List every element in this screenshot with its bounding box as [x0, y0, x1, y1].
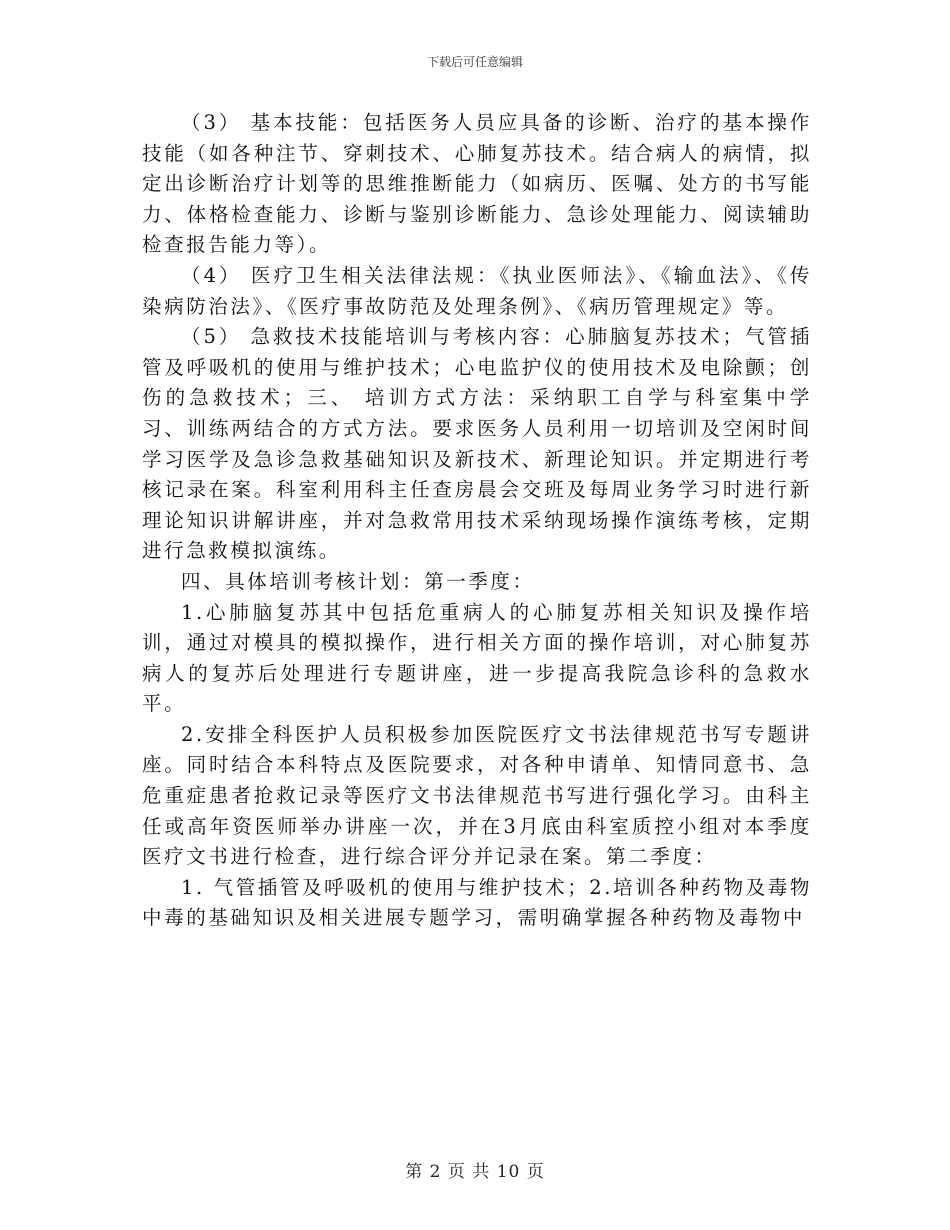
document-body: [142, 108, 812, 934]
paragraph-laws-regulations: （4） 医疗卫生相关法律法规：《执业医师法》、《输血法》、《传染病防治法》、《医疗事故防范及处理条例》、《病历管理规定》等。: [142, 263, 812, 318]
page-footer: 第 2 页 共 10 页: [405, 1162, 545, 1182]
paragraph-q2-item-1: 1. 气管插管及呼吸机的使用与维护技术；2.培训各种药物及毒物中毒的基础知识及相关进展专题学习，需明确掌握各种药物及毒物中: [142, 875, 813, 930]
paragraph-basic-skills: （3） 基本技能：包括医务人员应具备的诊断、治疗的基本操作技能（如各种注节、穿刺技术、心肺复苏技术。结合病人的病情，拟定出诊断治疗计划等的思维推断能力（如病历、医嘱、处方的书写能力、体格检查能力、诊断与鉴别诊断能力、急诊处理能力、阅读辅助检查报告能力等）。: [142, 111, 812, 257]
paragraph-plan-heading: 四、具体培训考核计划：第一季度：: [181, 569, 535, 593]
paragraph-q1-item-1: 1.心肺脑复苏其中包括危重病人的心肺复苏相关知识及操作培训，通过对模具的模拟操作，进行相关方面的操作培训，对心肺复苏病人的复苏后处理进行专题讲座，进一步提高我院急诊科的急救水平。: [142, 600, 812, 716]
page-header: 下载后可任意编辑: [426, 55, 523, 69]
paragraph-q1-item-2: 2.安排全科医护人员积极参加医院医疗文书法律规范书写专题讲座。同时结合本科特点及医院要求，对各种申请单、知情同意书、急危重症患者抢救记录等医疗文书法律规范书写进行强化学习。由科主任或高年资医师举办讲座一次，并在3月底由科室质控小组对本季度医疗文书进行检查，进行综合评分并记录在案。第二季度：: [142, 722, 812, 869]
paragraph-emergency-training: （5） 急救技术技能培训与考核内容：心肺脑复苏技术；气管插管及呼吸机的使用与维护技术；心电监护仪的使用技术及电除颤；创伤的急救技术；三、 培训方式方法：采纳职工自学与科室集中学习、训练两结合的方式方法。要求医务人员利用一切培训及空闲时间学习医学及急诊急救基础知识及新技术、新理论知识。并定期进行考核记录在案。科室利用科主任查房晨会交班及每周业务学习时进行新理论知识讲解讲座，并对急救常用技术采纳现场操作演练考核，定期进行急救模拟演练。: [142, 325, 812, 563]
